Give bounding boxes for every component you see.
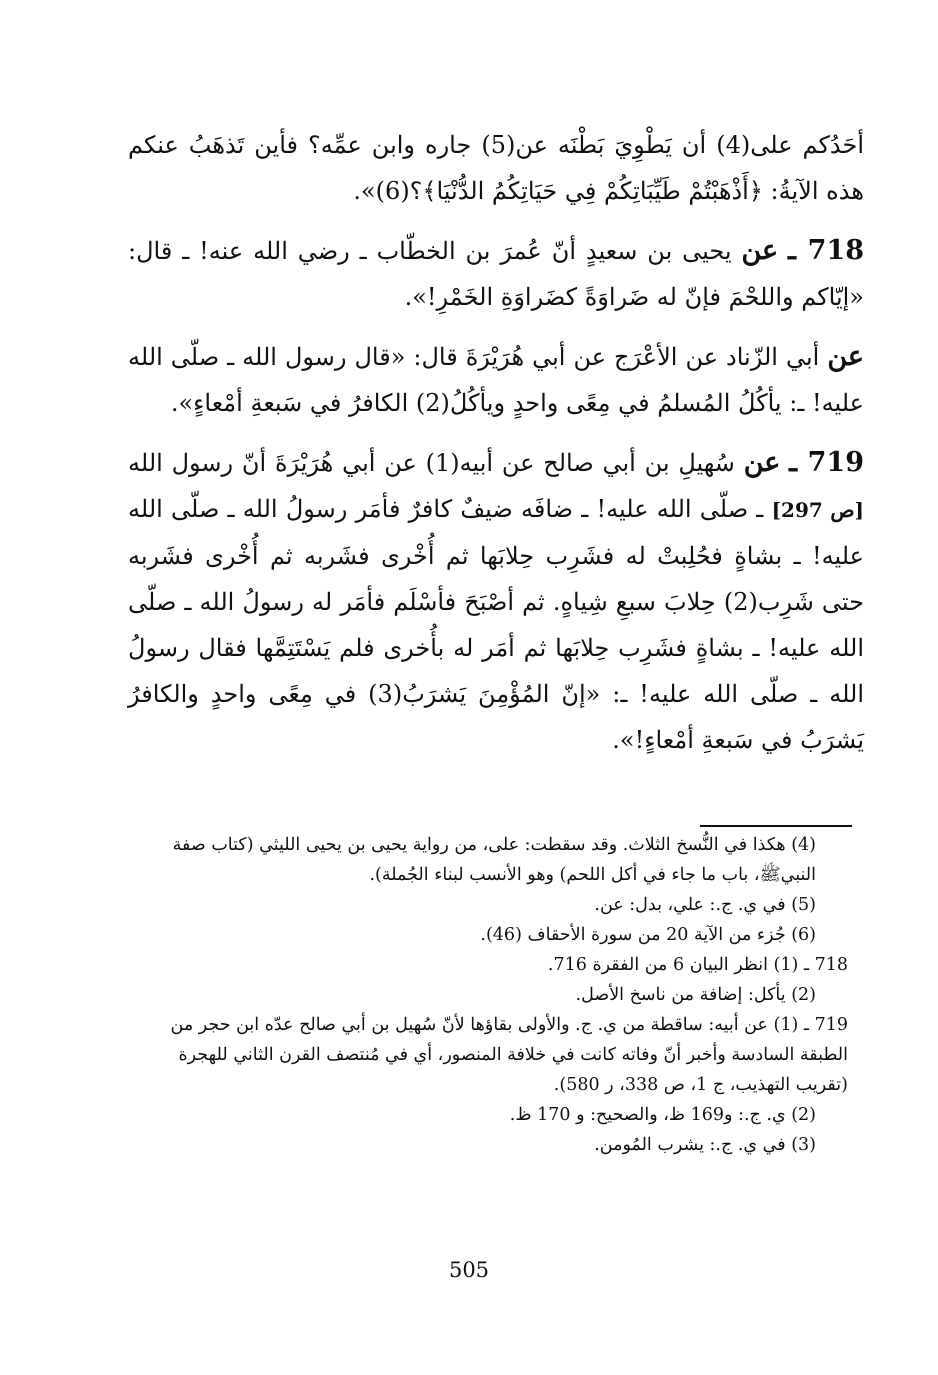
paragraph-lead-word: عن [827, 341, 864, 372]
paragraph-lead-word: عن [743, 447, 781, 478]
footnote: (5) في ي. ج.: علي، بدل: عن. [594, 895, 816, 915]
paragraph-718-second-narration [128, 334, 864, 426]
paragraph-number: 719 ـ [789, 447, 864, 478]
page-number: 505 [448, 1258, 490, 1282]
footnote-group-number: 718 ـ [803, 955, 848, 975]
main-text [128, 122, 864, 763]
footnote: (3) في ي. ج.: يشرب المُومن. [594, 1135, 816, 1155]
footnote: (4) هكذا في النُّسخ الثلاث. وقد سقطت: على، من رواية يحيى بن يحيى الليثي (كتاب صفة النبيﷺ، باب ما جاء في أكل اللحم) وهو الأنسب لبناء الجُملة). [172, 835, 816, 885]
paragraph-body: أحَدُكم على(4) أن يَطْوِيَ بَطْنَه عن(5) جاره وابن عمِّه؟ فأين تَذهَبُ عنكم هذه الآيةُ: ﴿أَذْهَبْتُمْ طَيِّبَاتِكُمْ فِي حَيَاتِكُمُ الدُّنْيَا﴾؟(6)». [128, 131, 865, 205]
footnote-divider [700, 825, 852, 827]
footnote: (2) يأكل: إضافة من ناسخ الأصل. [575, 985, 816, 1005]
paragraph-718 [128, 228, 864, 320]
paragraph-lead-word: عن [741, 235, 779, 266]
paragraph-body-start: سُهيلِ بن أبي صالح عن أبيه(1) عن أبي هُرَيْرَةَ أنّ رسول الله [128, 449, 735, 477]
paragraph-body-end: ـ صلّى الله عليه! ـ ضافَه ضيفٌ كافرٌ فأمَر رسولُ الله ـ صلّى الله عليه! ـ بشاةٍ فحُلِبتْ له فشَرِب حِلابَها ثم أُخْرى فشَربه ثم أُخْرى فشَربه حتى شَرِب(2) حِلابَ سبعِ شِياهٍ. ثم أصْبَحَ فأسْلَم فأمَر له رسولُ الله ـ صلّى الله عليه! ـ بشاةٍ فشَرِب حِلابَها ثم أمَر له بأُخرى فلم يَسْتَتِمَّها فقال رسولُ الله ـ صلّى الله عليه! ـ: «إنّ المُؤْمِنَ يَشرَبُ(3) في مِعًى واحدٍ والكافرُ يَشرَبُ في سَبعةِ أمْعاءٍ!». [128, 495, 864, 754]
manuscript-page-marker: [ص 297] [771, 498, 864, 522]
paragraph-number: 718 ـ [788, 235, 864, 266]
footnotes [128, 830, 848, 1160]
footnote-group-number: 719 ـ [803, 1015, 848, 1035]
paragraph-body: أبي الزّناد عن الأعْرَج عن أبي هُرَيْرَةَ قال: «قال رسول الله ـ صلّى الله عليه! ـ: يأكُلُ المُسلمُ في مِعًى واحدٍ ويأكُلُ(2) الكافرُ في سَبعةِ أمْعاءٍ». [128, 343, 864, 417]
paragraph-continuation [128, 122, 864, 214]
footnote-group-719 [128, 1010, 848, 1100]
footnote-group-718 [128, 950, 848, 980]
paragraph-719 [128, 440, 864, 763]
paragraph-body: يحيى بن سعيدٍ أنّ عُمرَ بن الخطّاب ـ رضي الله عنه! ـ قال: «إيّاكم واللحْمَ فإنّ له ضَراوَةً كضَراوَةِ الخَمْرِ!». [128, 237, 864, 311]
footnote-text: (1) انظر البيان 6 من الفقرة 716. [547, 955, 799, 975]
footnote: (6) جُزء من الآية 20 من سورة الأحقاف (46). [480, 925, 816, 945]
footnote-text: (1) عن أبيه: ساقطة من ي. ج. والأولى بقاؤها لأنّ سُهيل بن أبي صالح عدّه ابن حجر من الطبقة السادسة وأخبر أنّ وفاته كانت في خلافة المنصور، أي في مُنتصف القرن الثاني للهجرة (تقريب التهذيب، ج 1، ص 338، ر 580). [170, 1015, 848, 1095]
footnote: (2) ي. ج.: و169 ظ، والصحيح: و 170 ظ. [509, 1105, 816, 1125]
